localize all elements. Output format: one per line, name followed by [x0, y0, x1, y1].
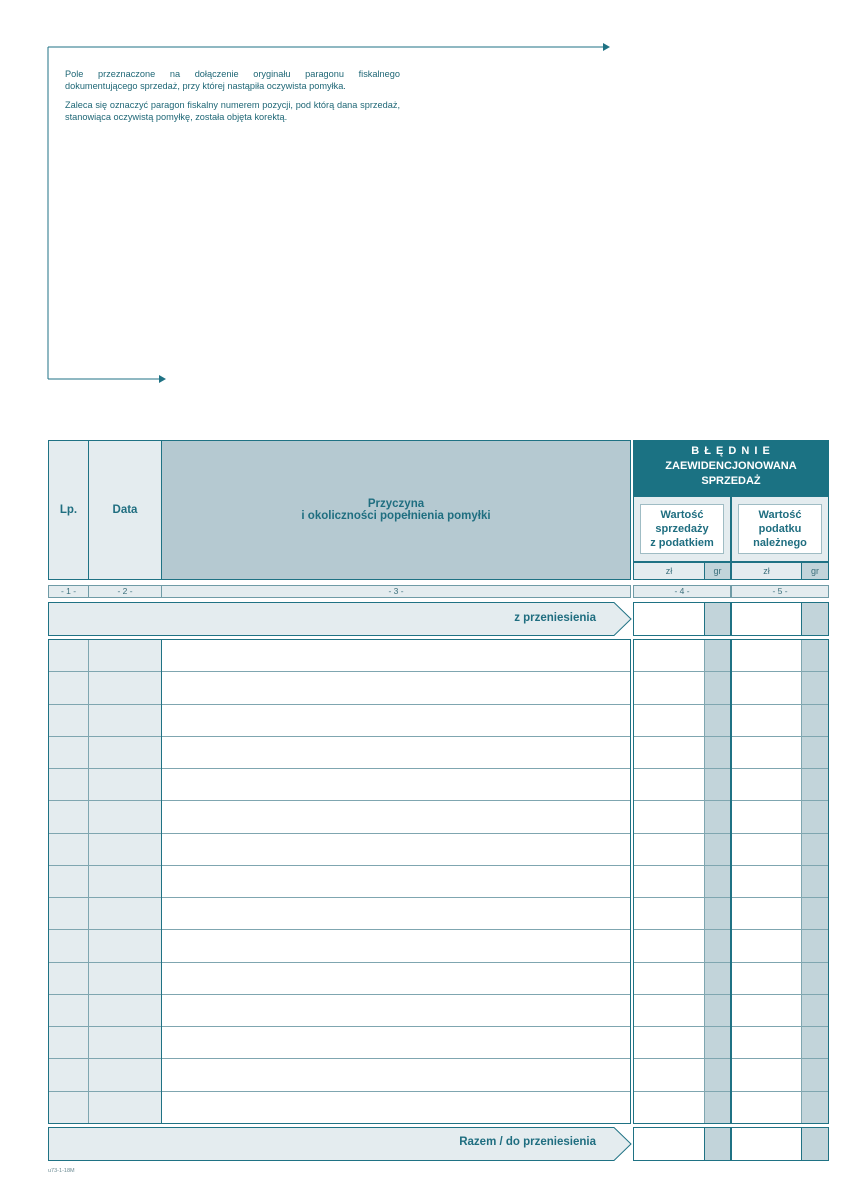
header-group-erroneous-sale: [633, 440, 829, 496]
row-block-frame: [633, 639, 731, 1124]
row-block-frame: [161, 639, 631, 1124]
tax-value-line1: Wartość: [758, 509, 802, 521]
tax-value-line3: należnego: [753, 537, 807, 549]
unit-gr-1: [704, 562, 731, 580]
header-data: [88, 440, 162, 580]
group-title-line2: ZAEWIDENCJONOWANA: [665, 460, 797, 472]
carry-in-tax-zl[interactable]: [731, 602, 802, 636]
carry-in-sale-zl[interactable]: [633, 602, 705, 636]
unit-zl-2: [731, 562, 802, 580]
total-sale-zl[interactable]: [633, 1127, 705, 1161]
header-reason: [161, 440, 631, 580]
group-title-line1: B Ł Ę D N I E: [691, 445, 771, 457]
carry-in-tax-gr[interactable]: [801, 602, 829, 636]
unit-zl-2-label: zł: [763, 566, 770, 576]
sale-value-line3: z podatkiem: [650, 537, 714, 549]
col-number-5: - 5 -: [731, 585, 829, 598]
col-number-4: - 4 -: [633, 585, 731, 598]
unit-zl-1: [633, 562, 705, 580]
sale-value-line1: Wartość: [660, 509, 704, 521]
carry-in-sale-gr[interactable]: [704, 602, 731, 636]
row-block-frame: [48, 639, 162, 1124]
attachment-field-frame: [0, 0, 848, 400]
tax-value-line2: podatku: [758, 523, 802, 535]
total-tax-zl[interactable]: [731, 1127, 802, 1161]
unit-gr-2-label: gr: [810, 566, 819, 576]
form-code: u73-1-18M: [48, 1168, 75, 1174]
total-label: Razem / do przeniesienia: [459, 1136, 596, 1148]
header-reason-line2: i okoliczności popełnienia pomyłki: [301, 510, 491, 522]
group-title-line3: SPRZEDAŻ: [701, 475, 761, 487]
header-lp-label: Lp.: [59, 504, 78, 516]
carry-in-label: z przeniesienia: [514, 612, 596, 624]
unit-gr-2: [801, 562, 829, 580]
attachment-note-line2: Zaleca się oznaczyć paragon fiskalny numerem pozycji, pod którą dana sprzedaż, stanowiąca oczywistą pomyłkę, została objęta korektą.: [65, 100, 400, 122]
col-number-2: - 2 -: [88, 585, 162, 598]
unit-zl-1-label: zł: [665, 566, 673, 576]
header-reason-line1: Przyczyna: [367, 498, 425, 510]
row-block-frame: [731, 639, 829, 1124]
unit-gr-1-label: gr: [713, 566, 722, 576]
col-number-1: - 1 -: [48, 585, 89, 598]
col-number-3: - 3 -: [161, 585, 631, 598]
header-tax-value: [731, 496, 829, 562]
attachment-note: [65, 68, 400, 130]
total-sale-gr[interactable]: [704, 1127, 731, 1161]
header-data-label: Data: [112, 504, 138, 516]
attachment-note-line1: Pole przeznaczone na dołączenie oryginału paragonu fiskalnego dokumentującego sprzedaż, przy której nastąpiła oczywista pomyłka.: [65, 69, 400, 91]
sale-value-line2: sprzedaży: [655, 523, 709, 535]
total-tax-gr[interactable]: [801, 1127, 829, 1161]
header-lp: [48, 440, 89, 580]
header-sale-value: [633, 496, 731, 562]
